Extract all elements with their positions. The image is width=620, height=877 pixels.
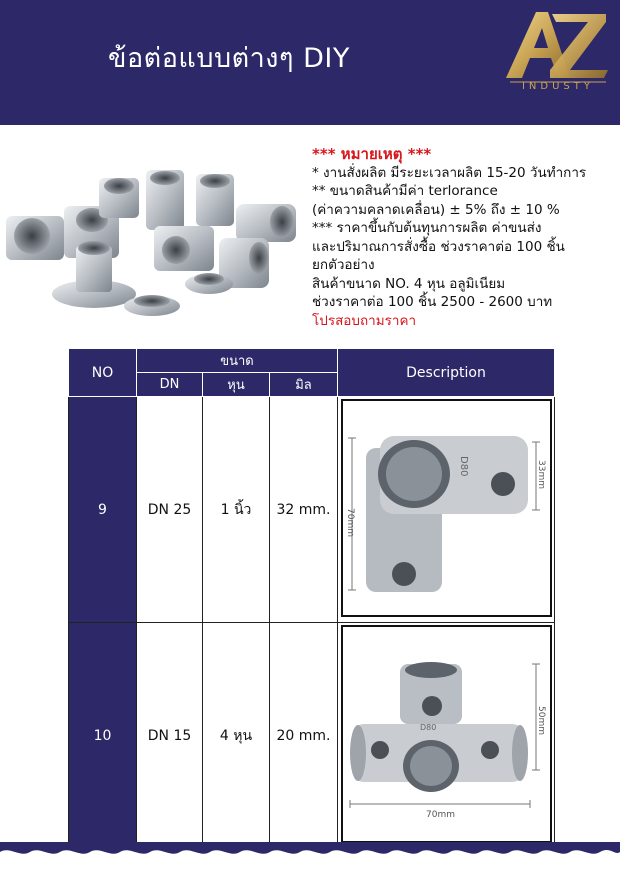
header-no: NO — [69, 349, 137, 397]
row-dn: DN 25 — [137, 397, 203, 623]
row-description-image — [338, 623, 555, 849]
product-table — [68, 348, 555, 849]
header-dn: DN — [137, 373, 203, 397]
note-line: ** ขนาดสินค้ามีค่า terlorance — [312, 183, 498, 199]
dim-height-label: 50mm — [535, 705, 546, 735]
row-no: 9 — [69, 397, 137, 623]
row-mil: 32 mm. — [270, 397, 338, 623]
row-hun: 4 หุน — [203, 623, 270, 849]
header-mil: มิล — [270, 373, 338, 397]
notes-block — [312, 145, 617, 330]
row-dn: DN 15 — [137, 623, 203, 849]
note-line: และปริมาณการสั่งซื้อ ช่วงราคาต่อ 100 ชิ้น — [312, 238, 565, 255]
footer-wave — [0, 842, 620, 877]
note-line: *** ราคาขึ้นกับต้นทุนการผลิต ค่าขนส่ง — [312, 220, 542, 236]
stamp-label: D80 — [419, 722, 436, 732]
table-row — [69, 397, 555, 623]
header-description: Description — [338, 349, 555, 397]
note-line: ยกตัวอย่าง — [312, 257, 375, 273]
row-mil: 20 mm. — [270, 623, 338, 849]
dim-bore-label: 33mm — [535, 459, 546, 489]
note-line: ช่วงราคาต่อ 100 ชิ้น 2500 - 2600 บาท — [312, 294, 553, 310]
table-row — [69, 623, 555, 849]
row-no: 10 — [69, 623, 137, 849]
tee-fitting-drawing — [340, 398, 553, 618]
page-title: ข้อต่อแบบต่างๆ DIY — [108, 43, 350, 74]
stamp-label: D80 — [457, 455, 469, 476]
header-wave — [0, 104, 620, 134]
note-line: สินค้าขนาด NO. 4 หุน อลูมิเนียม — [312, 275, 506, 292]
cross-fitting-drawing — [340, 624, 553, 844]
header-size: ขนาด — [137, 349, 338, 373]
note-line: * งานสั่งผลิต มีระยะเวลาผลิต 15-20 วันทำการ — [312, 164, 587, 181]
inquiry-note: โปรสอบถามราคา — [312, 312, 417, 329]
header-hun: หุน — [203, 373, 270, 397]
logo-subtitle: INDUSTY — [521, 81, 594, 92]
dim-width-label: 70mm — [425, 809, 455, 820]
fittings-photo — [4, 166, 304, 316]
row-description-image — [338, 397, 555, 623]
row-hun: 1 นิ้ว — [203, 397, 270, 623]
dim-height-label: 70mm — [344, 507, 355, 537]
notes-heading: *** หมายเหตุ *** — [312, 145, 432, 163]
note-line: (ค่าความคลาดเคลื่อน) ± 5% ถึง ± 10 % — [312, 201, 560, 218]
